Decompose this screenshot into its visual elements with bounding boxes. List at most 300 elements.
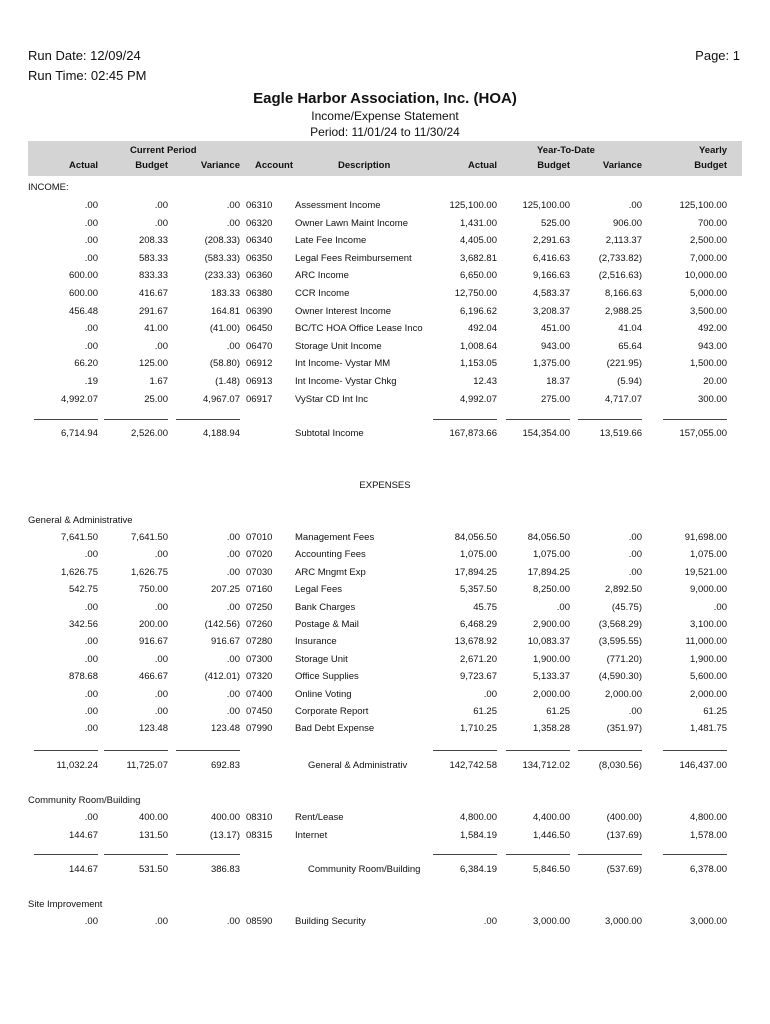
- cell-variance: (412.01): [204, 671, 240, 683]
- cell-budget: 7,641.50: [131, 532, 168, 543]
- subtotal-row: [0, 760, 770, 774]
- col-budget: Budget: [135, 160, 168, 171]
- cell-ytd-budget: 275.00: [540, 393, 570, 405]
- cell-ytd-variance: (5.94): [617, 376, 642, 387]
- cell-ytd-actual: 4,992.07: [460, 393, 497, 405]
- cell-ytd-actual: 2,671.20: [460, 653, 497, 665]
- report-title: Eagle Harbor Association, Inc. (HOA): [253, 90, 517, 107]
- subtotal-underline: [506, 419, 570, 420]
- cell-account: 07250: [246, 601, 273, 613]
- cell-yearly-budget: 91,698.00: [684, 532, 727, 543]
- cell-ytd-budget: 3,208.37: [533, 305, 570, 317]
- cell-description: VyStar CD Int Inc: [295, 393, 369, 405]
- cell-description: Storage Unit Income: [295, 340, 382, 352]
- cell-ytd-actual: 17,894.25: [454, 566, 497, 578]
- cell-ytd-actual: 1,431.00: [460, 217, 497, 229]
- cell-description: Bank Charges: [295, 601, 356, 613]
- cell-ytd-budget: 9,166.63: [533, 270, 570, 282]
- cell-ytd-variance: (400.00): [606, 812, 642, 823]
- cell-ytd-budget: 525.00: [540, 217, 570, 229]
- cell-yearly-budget: 1,578.00: [690, 829, 727, 841]
- cell-yearly-budget: 1,075.00: [690, 549, 727, 561]
- cell-ytd-budget: 84,056.50: [527, 532, 570, 543]
- cell-ytd-variance: .00: [628, 706, 642, 717]
- col-ytd-variance: Variance: [602, 160, 642, 171]
- cell-description: Storage Unit: [295, 653, 348, 665]
- cell-ytd-budget: 1,446.50: [533, 829, 570, 841]
- subtotal-underline: [663, 854, 727, 855]
- cell-variance: 692.83: [210, 760, 240, 771]
- cell-ytd-variance: (137.69): [606, 829, 642, 841]
- cell-account: 07160: [246, 584, 273, 596]
- cell-yearly-budget: 2,000.00: [690, 688, 727, 700]
- cell-yearly-budget: 5,600.00: [690, 671, 727, 683]
- cell-ytd-variance: (2,516.63): [598, 270, 642, 282]
- cell-account: 07320: [246, 671, 273, 683]
- cell-ytd-actual: .00: [483, 688, 497, 700]
- cell-variance: (233.33): [204, 270, 240, 282]
- section-community-label: Community Room/Building: [28, 795, 141, 806]
- cell-description: Postage & Mail: [295, 619, 359, 630]
- table-row: [0, 830, 770, 844]
- cell-ytd-variance: .00: [628, 566, 642, 578]
- cell-description: BC/TC HOA Office Lease Inco: [295, 323, 423, 335]
- cell-variance: .00: [226, 706, 240, 717]
- cell-yearly-budget: 20.00: [703, 376, 727, 387]
- cell-description: CCR Income: [295, 288, 350, 299]
- cell-description: Insurance: [295, 636, 337, 648]
- cell-budget: 750.00: [138, 584, 168, 596]
- table-row: [0, 532, 770, 546]
- cell-variance: .00: [226, 532, 240, 543]
- cell-description: Accounting Fees: [295, 549, 366, 561]
- subtotal-underline: [578, 419, 642, 420]
- cell-budget: 400.00: [138, 812, 168, 823]
- cell-actual: .00: [84, 601, 98, 613]
- cell-account: 06913: [246, 376, 273, 387]
- section-site-label: Site Improvement: [28, 899, 103, 910]
- cell-ytd-variance: 906.00: [612, 217, 642, 229]
- cell-account: 07300: [246, 653, 273, 665]
- cell-description: Legal Fees: [295, 584, 343, 596]
- cell-yearly-budget: 3,100.00: [690, 619, 727, 630]
- cell-budget: 1.67: [149, 376, 168, 387]
- cell-description: ARC Mngmt Exp: [295, 566, 366, 578]
- table-row: [0, 376, 770, 390]
- cell-ytd-budget: 134,712.02: [522, 760, 570, 771]
- col-actual: Actual: [68, 160, 98, 171]
- cell-yearly-budget: 6,378.00: [690, 864, 727, 875]
- cell-ytd-variance: 2,892.50: [605, 584, 642, 596]
- subtotal-underline: [34, 750, 98, 751]
- cell-ytd-variance: 41.04: [618, 323, 642, 335]
- col-ytd-budget: Budget: [537, 160, 570, 171]
- cell-ytd-budget: 154,354.00: [522, 428, 570, 439]
- cell-actual: 144.67: [68, 864, 98, 875]
- cell-ytd-variance: 4,717.07: [605, 393, 642, 405]
- cell-ytd-budget: 4,400.00: [533, 812, 570, 823]
- cell-actual: .00: [84, 916, 98, 927]
- cell-budget: .00: [154, 340, 168, 352]
- cell-ytd-actual: 4,405.00: [460, 235, 497, 247]
- cell-yearly-budget: 3,000.00: [690, 916, 727, 927]
- cell-ytd-actual: 1,584.19: [460, 829, 497, 841]
- table-row: [0, 235, 770, 249]
- cell-ytd-budget: .00: [556, 601, 570, 613]
- cell-budget: 41.00: [144, 323, 168, 335]
- cell-variance: 4,188.94: [203, 428, 240, 439]
- cell-yearly-budget: 7,000.00: [690, 252, 727, 264]
- cell-ytd-budget: 1,900.00: [533, 653, 570, 665]
- cell-ytd-actual: 167,873.66: [449, 428, 497, 439]
- cell-budget: 123.48: [138, 723, 168, 735]
- table-row: [0, 671, 770, 685]
- cell-ytd-budget: 6,416.63: [533, 252, 570, 264]
- cell-yearly-budget: 10,000.00: [684, 270, 727, 282]
- subtotal-underline: [663, 750, 727, 751]
- cell-ytd-variance: (351.97): [606, 723, 642, 735]
- subtotal-underline: [176, 419, 240, 420]
- cell-budget: .00: [154, 688, 168, 700]
- table-row: [0, 200, 770, 214]
- cell-yearly-budget: 157,055.00: [679, 428, 727, 439]
- cell-variance: 916.67: [210, 636, 240, 648]
- cell-description: General & Administrativ: [308, 760, 408, 771]
- cell-account: 07280: [246, 636, 273, 648]
- cell-variance: (13.17): [209, 829, 240, 841]
- cell-ytd-budget: 2,291.63: [533, 235, 570, 247]
- cell-account: 06310: [246, 200, 273, 211]
- table-row: [0, 689, 770, 703]
- cell-actual: .00: [84, 252, 98, 264]
- cell-yearly-budget: 9,000.00: [690, 584, 727, 596]
- cell-ytd-budget: 943.00: [540, 340, 570, 352]
- cell-description: Assessment Income: [295, 200, 381, 211]
- cell-variance: (1.48): [215, 376, 240, 387]
- cell-actual: 542.75: [68, 584, 98, 596]
- cell-ytd-actual: 1,008.64: [460, 340, 497, 352]
- cell-actual: .00: [84, 340, 98, 352]
- cell-actual: .19: [84, 376, 98, 387]
- cell-yearly-budget: 146,437.00: [679, 760, 727, 771]
- cell-ytd-budget: 1,358.28: [533, 723, 570, 735]
- cell-ytd-actual: 13,678.92: [454, 636, 497, 648]
- report-subtitle: Income/Expense Statement: [311, 109, 459, 123]
- cell-budget: 466.67: [138, 671, 168, 683]
- cell-ytd-variance: 65.64: [618, 340, 642, 352]
- table-row: [0, 358, 770, 372]
- cell-actual: .00: [84, 217, 98, 229]
- col-variance: Variance: [200, 160, 240, 171]
- table-row: [0, 812, 770, 826]
- col-group-ytd: Year-To-Date: [537, 145, 595, 156]
- cell-ytd-actual: .00: [483, 916, 497, 927]
- cell-ytd-actual: 9,723.67: [460, 671, 497, 683]
- table-row: [0, 602, 770, 616]
- table-row: [0, 636, 770, 650]
- cell-budget: 1,626.75: [131, 566, 168, 578]
- section-ga-label: General & Administrative: [28, 515, 133, 526]
- subtotal-underline: [176, 750, 240, 751]
- cell-ytd-variance: (3,568.29): [598, 619, 642, 630]
- table-row: [0, 288, 770, 302]
- cell-yearly-budget: 11,000.00: [685, 636, 727, 648]
- table-row: [0, 549, 770, 563]
- cell-yearly-budget: 4,800.00: [690, 812, 727, 823]
- cell-actual: .00: [84, 688, 98, 700]
- cell-actual: .00: [84, 323, 98, 335]
- table-row: [0, 723, 770, 737]
- cell-ytd-actual: 142,742.58: [449, 760, 497, 771]
- cell-ytd-budget: 5,846.50: [533, 864, 570, 875]
- cell-variance: (583.33): [204, 252, 240, 264]
- subtotal-underline: [663, 419, 727, 420]
- cell-ytd-actual: 61.25: [473, 706, 497, 717]
- cell-account: 06360: [246, 270, 273, 282]
- cell-account: 06450: [246, 323, 273, 335]
- cell-account: 08590: [246, 916, 273, 927]
- table-row: [0, 341, 770, 355]
- cell-ytd-budget: 1,075.00: [533, 549, 570, 561]
- cell-ytd-variance: 13,519.66: [599, 428, 642, 439]
- table-row: [0, 218, 770, 232]
- cell-ytd-variance: (45.75): [611, 601, 642, 613]
- cell-ytd-actual: 12,750.00: [454, 288, 497, 299]
- cell-ytd-variance: .00: [628, 532, 642, 543]
- subtotal-row: [0, 428, 770, 442]
- cell-ytd-budget: 17,894.25: [527, 566, 570, 578]
- cell-ytd-budget: 2,000.00: [533, 688, 570, 700]
- cell-yearly-budget: 2,500.00: [690, 235, 727, 247]
- cell-variance: (58.80): [209, 358, 240, 370]
- cell-budget: 25.00: [144, 393, 168, 405]
- subtotal-underline: [506, 750, 570, 751]
- col-yearly-budget: Budget: [694, 160, 727, 171]
- table-row: [0, 584, 770, 598]
- cell-actual: .00: [84, 706, 98, 717]
- table-row: [0, 567, 770, 581]
- cell-account: 06350: [246, 252, 273, 264]
- cell-ytd-budget: 3,000.00: [533, 916, 570, 927]
- subtotal-underline: [433, 419, 497, 420]
- cell-actual: .00: [84, 636, 98, 648]
- cell-variance: .00: [226, 916, 240, 927]
- cell-ytd-variance: 2,988.25: [605, 305, 642, 317]
- cell-variance: .00: [226, 340, 240, 352]
- cell-actual: 144.67: [68, 829, 98, 841]
- cell-ytd-actual: 492.04: [467, 323, 497, 335]
- cell-ytd-actual: 84,056.50: [454, 532, 497, 543]
- cell-account: 07990: [246, 723, 273, 735]
- subtotal-underline: [34, 419, 98, 420]
- cell-actual: 1,626.75: [61, 566, 98, 578]
- subtotal-underline: [104, 750, 168, 751]
- cell-ytd-variance: 2,113.37: [605, 235, 642, 247]
- cell-description: Office Supplies: [295, 671, 359, 683]
- cell-ytd-budget: 61.25: [546, 706, 570, 717]
- cell-actual: .00: [84, 653, 98, 665]
- cell-budget: 583.33: [138, 252, 168, 264]
- cell-account: 06470: [246, 340, 273, 352]
- cell-yearly-budget: 19,521.00: [684, 566, 727, 578]
- subtotal-underline: [176, 854, 240, 855]
- cell-variance: (142.56): [204, 619, 240, 630]
- expenses-heading: EXPENSES: [359, 480, 411, 491]
- subtotal-underline: [578, 854, 642, 855]
- cell-description: Subtotal Income: [295, 428, 364, 439]
- cell-description: Int Income- Vystar Chkg: [295, 376, 397, 387]
- cell-ytd-actual: 45.75: [473, 601, 497, 613]
- cell-budget: 916.67: [138, 636, 168, 648]
- cell-variance: 123.48: [210, 723, 240, 735]
- subtotal-underline: [506, 854, 570, 855]
- cell-description: ARC Income: [295, 270, 349, 282]
- cell-ytd-variance: (4,590.30): [598, 671, 642, 683]
- cell-actual: 342.56: [68, 619, 98, 630]
- cell-variance: .00: [226, 217, 240, 229]
- cell-account: 07260: [246, 619, 273, 630]
- table-row: [0, 323, 770, 337]
- cell-variance: .00: [226, 549, 240, 561]
- table-row: [0, 253, 770, 267]
- cell-variance: 183.33: [210, 288, 240, 299]
- cell-variance: .00: [226, 566, 240, 578]
- cell-ytd-actual: 4,800.00: [460, 812, 497, 823]
- cell-yearly-budget: 1,481.75: [690, 723, 727, 735]
- cell-budget: 131.50: [138, 829, 168, 841]
- cell-ytd-variance: (8,030.56): [598, 760, 642, 771]
- cell-ytd-actual: 6,650.00: [460, 270, 497, 282]
- cell-ytd-budget: 2,900.00: [533, 619, 570, 630]
- cell-budget: 11,725.07: [126, 760, 168, 771]
- cell-variance: 4,967.07: [203, 393, 240, 405]
- cell-description: Building Security: [295, 916, 366, 927]
- run-date: Run Date: 12/09/24: [28, 48, 141, 63]
- cell-ytd-actual: 1,153.05: [460, 358, 497, 370]
- cell-yearly-budget: 943.00: [697, 340, 727, 352]
- run-time: Run Time: 02:45 PM: [28, 68, 147, 83]
- subtotal-underline: [34, 854, 98, 855]
- cell-actual: .00: [84, 549, 98, 561]
- cell-ytd-actual: 6,384.19: [460, 864, 497, 875]
- cell-actual: 456.48: [68, 305, 98, 317]
- cell-budget: 2,526.00: [131, 428, 168, 439]
- cell-description: Legal Fees Reimbursement: [295, 252, 412, 264]
- section-income-label: INCOME:: [28, 182, 69, 193]
- table-row: [0, 270, 770, 284]
- cell-account: 07400: [246, 688, 273, 700]
- cell-ytd-variance: (221.95): [606, 358, 642, 370]
- cell-variance: .00: [226, 688, 240, 700]
- cell-actual: 600.00: [68, 288, 98, 299]
- cell-description: Bad Debt Expense: [295, 723, 375, 735]
- cell-account: 08310: [246, 812, 273, 823]
- cell-ytd-actual: 1,075.00: [460, 549, 497, 561]
- cell-yearly-budget: .00: [713, 601, 727, 613]
- subtotal-underline: [104, 419, 168, 420]
- cell-budget: 200.00: [138, 619, 168, 630]
- cell-account: 08315: [246, 829, 273, 841]
- cell-account: 07020: [246, 549, 273, 561]
- cell-ytd-budget: 18.37: [546, 376, 570, 387]
- cell-description: Int Income- Vystar MM: [295, 358, 391, 370]
- cell-actual: .00: [84, 812, 98, 823]
- col-group-yearly: Yearly: [699, 145, 727, 156]
- cell-actual: 11,032.24: [56, 760, 98, 771]
- cell-variance: .00: [226, 601, 240, 613]
- cell-variance: .00: [226, 200, 240, 211]
- cell-ytd-variance: (3,595.55): [598, 636, 642, 648]
- cell-actual: .00: [84, 235, 98, 247]
- cell-variance: (208.33): [204, 235, 240, 247]
- cell-account: 06390: [246, 305, 273, 317]
- cell-ytd-variance: 3,000.00: [605, 916, 642, 927]
- table-row: [0, 916, 770, 930]
- cell-actual: 6,714.94: [61, 428, 98, 439]
- cell-yearly-budget: 1,500.00: [690, 358, 727, 370]
- cell-description: Corporate Report: [295, 706, 369, 717]
- cell-description: Online Voting: [295, 688, 352, 700]
- cell-ytd-variance: 2,000.00: [605, 688, 642, 700]
- cell-ytd-budget: 1,375.00: [533, 358, 570, 370]
- cell-variance: 164.81: [210, 305, 240, 317]
- cell-yearly-budget: 492.00: [697, 323, 727, 335]
- cell-account: 07030: [246, 566, 273, 578]
- table-row: [0, 654, 770, 668]
- cell-account: 07010: [246, 532, 273, 543]
- cell-budget: .00: [154, 549, 168, 561]
- cell-ytd-actual: 12.43: [473, 376, 497, 387]
- table-row: [0, 619, 770, 633]
- cell-actual: 7,641.50: [61, 532, 98, 543]
- cell-yearly-budget: 125,100.00: [679, 200, 727, 211]
- report-period: Period: 11/01/24 to 11/30/24: [310, 125, 460, 139]
- subtotal-underline: [433, 750, 497, 751]
- cell-actual: .00: [84, 200, 98, 211]
- cell-description: Owner Lawn Maint Income: [295, 217, 408, 229]
- cell-budget: 208.33: [138, 235, 168, 247]
- page-number: Page: 1: [695, 48, 740, 63]
- cell-ytd-budget: 8,250.00: [533, 584, 570, 596]
- cell-description: Owner Interest Income: [295, 305, 392, 317]
- cell-ytd-budget: 10,083.37: [527, 636, 570, 648]
- cell-ytd-actual: 5,357.50: [460, 584, 497, 596]
- table-row: [0, 394, 770, 408]
- cell-variance: .00: [226, 653, 240, 665]
- cell-ytd-actual: 3,682.81: [460, 252, 497, 264]
- cell-ytd-actual: 125,100.00: [449, 200, 497, 211]
- cell-yearly-budget: 3,500.00: [690, 305, 727, 317]
- cell-ytd-budget: 125,100.00: [522, 200, 570, 211]
- col-ytd-actual: Actual: [467, 160, 497, 171]
- cell-budget: .00: [154, 653, 168, 665]
- cell-yearly-budget: 700.00: [697, 217, 727, 229]
- cell-yearly-budget: 1,900.00: [690, 653, 727, 665]
- cell-description: Community Room/Building: [308, 864, 421, 875]
- cell-account: 06380: [246, 288, 273, 299]
- cell-budget: 125.00: [138, 358, 168, 370]
- cell-actual: 878.68: [68, 671, 98, 683]
- cell-description: Rent/Lease: [295, 812, 344, 823]
- col-group-current-period: Current Period: [130, 145, 197, 156]
- cell-yearly-budget: 5,000.00: [690, 288, 727, 299]
- cell-yearly-budget: 61.25: [703, 706, 727, 717]
- cell-budget: 416.67: [138, 288, 168, 299]
- cell-budget: 291.67: [138, 305, 168, 317]
- cell-account: 06912: [246, 358, 273, 370]
- cell-actual: 600.00: [68, 270, 98, 282]
- cell-ytd-actual: 6,196.62: [460, 305, 497, 317]
